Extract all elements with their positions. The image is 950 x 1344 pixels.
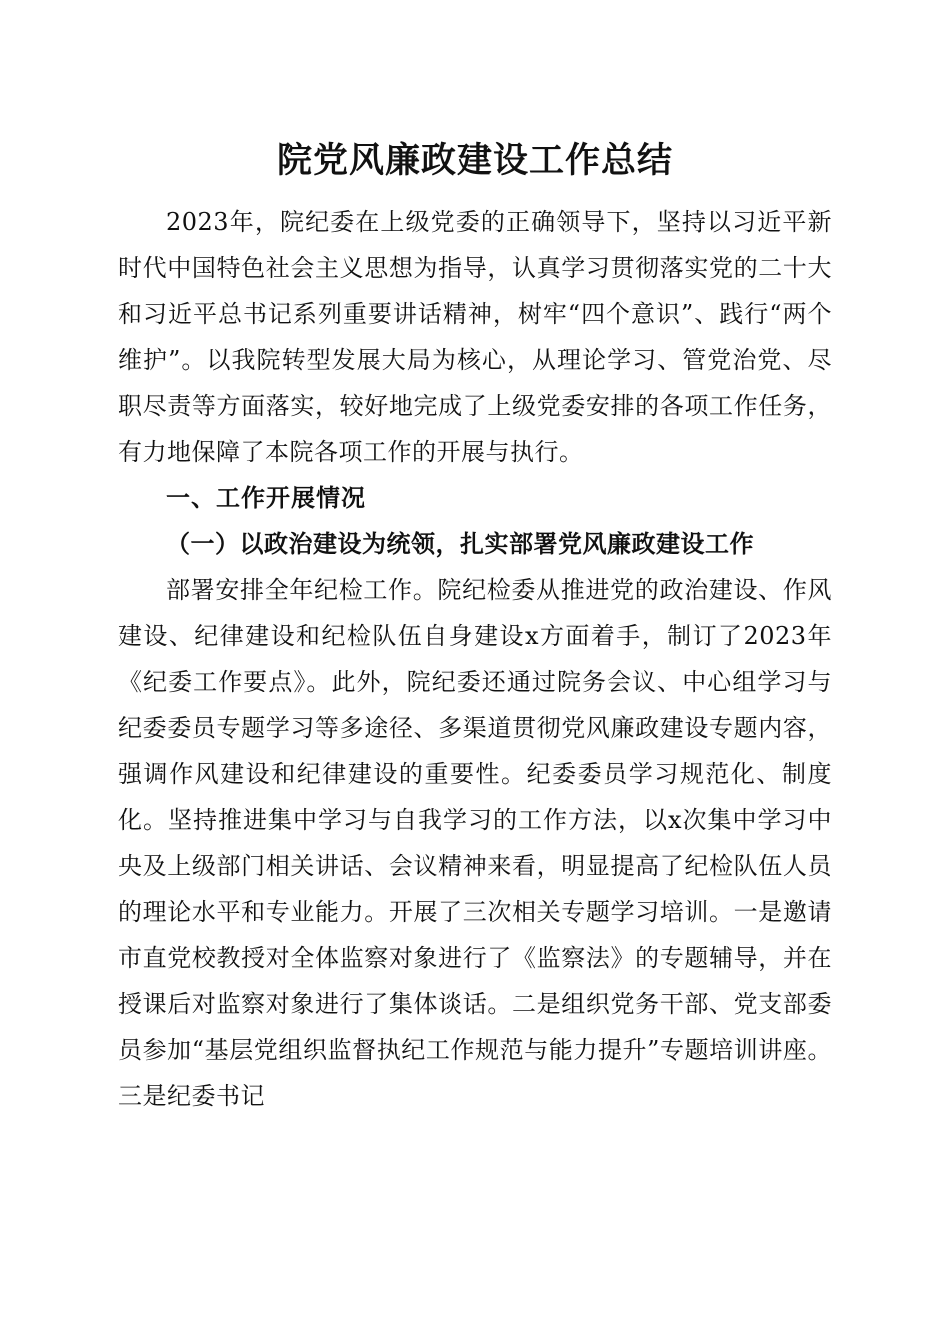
subsection-paragraph: 部署安排全年纪检工作。院纪检委从推进党的政治建设、作风建设、纪律建设和纪检队伍自身建设x方面着手，制订了2023年《纪委工作要点》。此外，院纪委还通过院务会议、中心组学习与纪委委员专题学习等多途径、多渠道贯彻党风廉政建设专题内容，强调作风建设和纪律建设的重要性。纪委委员学习规范化、制度化。坚持推进集中学习与自我学习的工作方法，以x次集中学习中央及上级部门相关讲话、会议精神来看，明显提高了纪检队伍人员的理论水平和专业能力。开展了三次相关专题学习培训。一是邀请市直党校教授对全体监察对象进行了《监察法》的专题辅导，并在授课后对监察对象进行了集体谈话。二是组织党务干部、党支部委员参加“基层党组织监督执纪工作规范与能力提升”专题培训讲座。三是纪委书记 [118,576,832,1110]
intro-paragraph: 2023年，院纪委在上级党委的正确领导下，坚持以习近平新时代中国特色社会主义思想为指导，认真学习贯彻落实党的二十大和习近平总书记系列重要讲话精神，树牢“四个意识”、践行“两个维护”。以我院转型发展大局为核心，从理论学习、管党治党、尽职尽责等方面落实，较好地完成了上级党委安排的各项工作任务，有力地保障了本院各项工作的开展与执行。 [118,208,832,466]
section-heading: 一、工作开展情况 [166,484,366,512]
subsection-heading: （一）以政治建设为统领，扎实部署党风廉政建设工作 [166,529,754,558]
document-body [118,199,832,1119]
document-title: 院党风廉政建设工作总结 [276,140,673,181]
